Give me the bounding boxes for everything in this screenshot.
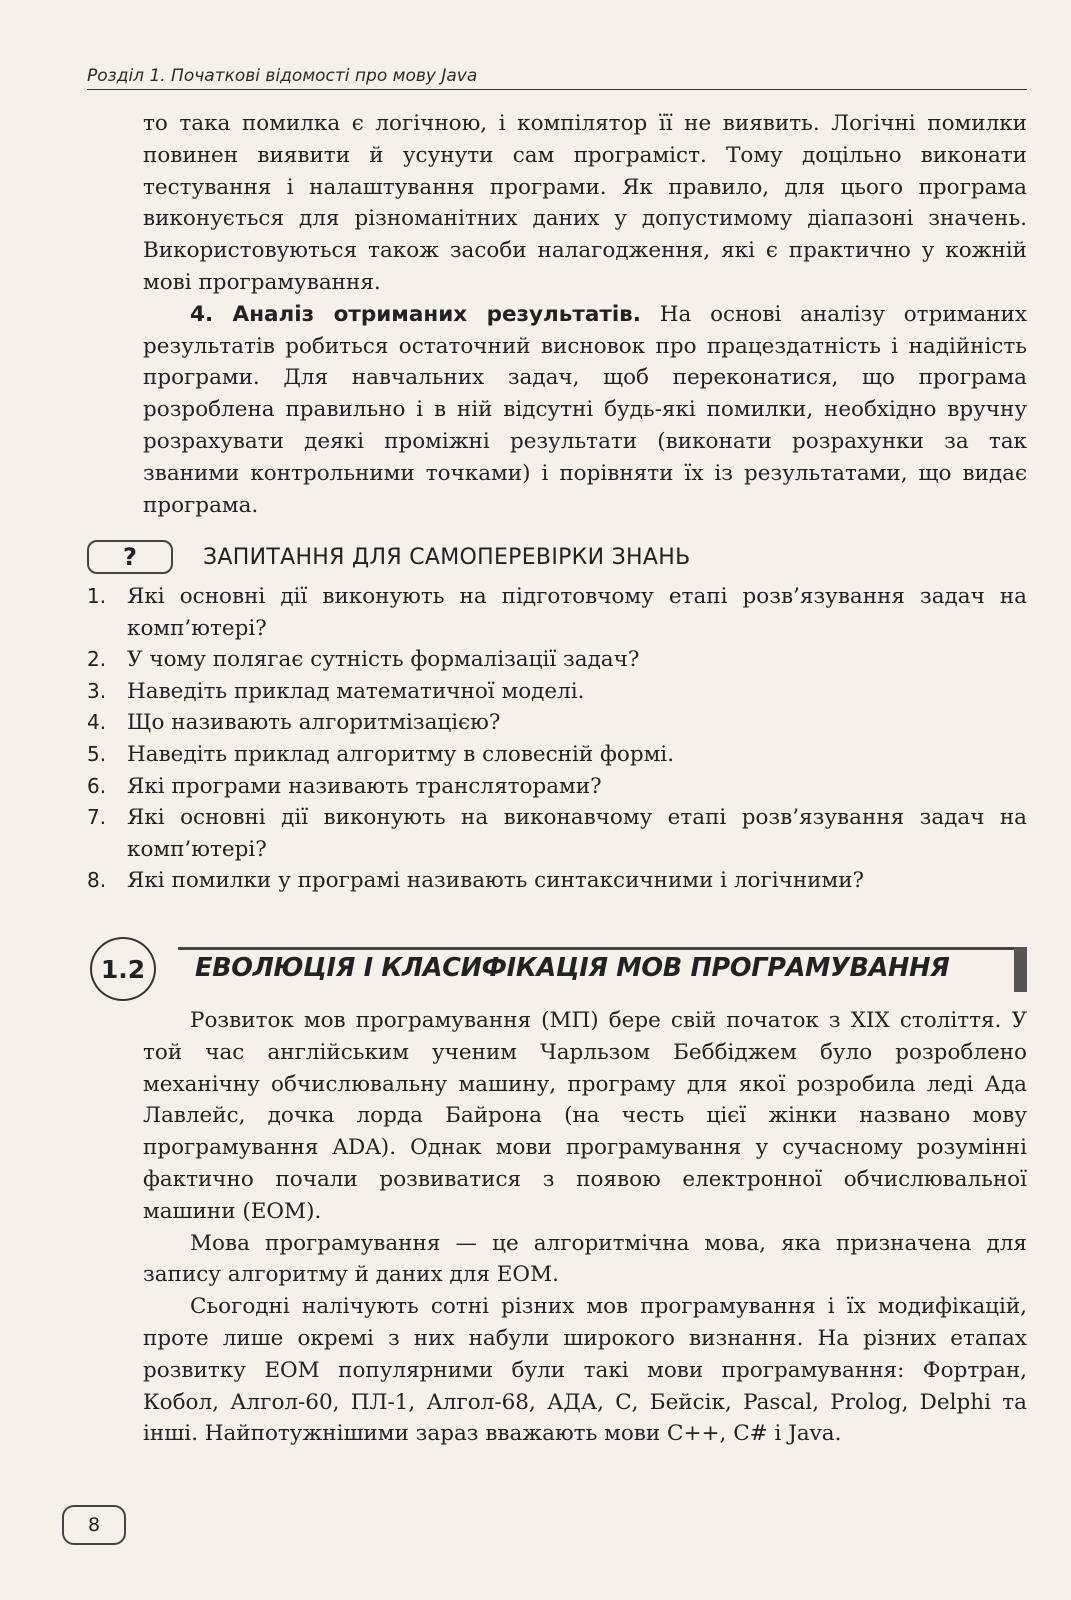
questions-list — [87, 581, 1027, 897]
list-item — [87, 581, 1027, 644]
section-rule — [178, 947, 1014, 950]
running-header: Розділ 1. Початкові відомості про мову Java — [87, 66, 1027, 90]
list-item — [87, 644, 1027, 676]
list-item — [87, 739, 1027, 771]
question-text: Які помилки у програмі називають синтаксичними і логічними? — [127, 868, 865, 894]
section-number: 1.2 — [90, 937, 156, 1001]
analysis-heading: 4. Аналіз отриманих результатів. — [190, 301, 641, 327]
list-item — [87, 771, 1027, 803]
question-text: Які програми називають трансляторами? — [127, 773, 602, 799]
question-number: 1. — [87, 584, 107, 608]
questions-title: ЗАПИТАННЯ ДЛЯ САМОПЕРЕВІРКИ ЗНАНЬ — [203, 544, 691, 570]
question-number: 2. — [87, 647, 107, 672]
list-item — [87, 707, 1027, 739]
question-number: 6. — [87, 773, 107, 798]
list-item — [87, 865, 1027, 897]
section-bar — [1014, 947, 1027, 992]
questions-header — [87, 535, 987, 579]
paragraph-analysis — [143, 299, 1027, 522]
paragraph-logic-errors: то така помилка є логічною, і компілятор її не виявить. Логічні помилки повинен виявити й усунути сам програміст. Тому доцільно виконати тестування і налаштування програми. Як правило, для цього програма виконується для різноманітних даних у допустимому діапазоні значень. Використовуються також засоби налагодження, які є практично у кожній мові програмування. — [143, 111, 1027, 295]
question-mark-icon: ? — [87, 540, 173, 574]
question-text: Наведіть приклад алгоритму в словесній формі. — [127, 741, 675, 767]
analysis-text: На основі аналізу отриманих результатів робиться остаточний висновок про працездатність і надійність програми. Для навчальних задач, щоб переконатися, що програма розроблена правильно і в ній відсутні будь-які помилки, необхідно вручну розрахувати деякі проміжні результати (виконати розрахунки за так званими контрольними точками) і порівняти їх із результатами, що видає програма. — [143, 301, 1027, 518]
question-number: 7. — [87, 805, 107, 830]
paragraph-languages: Сьогодні налічують сотні різних мов програмування і їх модифікацій, проте лише окремі з них набули широкого визнання. На різних етапах розвитку ЕОМ популярними були такі мови програмування: Фортран, Кобол, Алгол-60, ПЛ-1, Алгол-68, АДА, С, Бейсік, Pascal, Prolog, Delphi та інші. Найпотужнішими зараз вважають мови С++, С# і Java. — [143, 1294, 1027, 1447]
question-number: 4. — [87, 710, 107, 735]
list-item — [87, 676, 1027, 708]
question-text: У чому полягає сутність формалізації задач? — [127, 647, 640, 673]
question-number: 3. — [87, 678, 107, 703]
question-text: Які основні дії виконують на виконавчому етапі розв’язування задач на комп’ютері? — [127, 805, 1027, 862]
top-text-block — [143, 108, 1027, 521]
list-item — [87, 802, 1027, 865]
paragraph-definition: Мова програмування — це алгоритмічна мова, яка призначена для запису алгоритму й даних для ЕОМ. — [143, 1230, 1027, 1288]
question-number: 5. — [87, 741, 107, 766]
section-title: ЕВОЛЮЦІЯ І КЛАСИФІКАЦІЯ МОВ ПРОГРАМУВАННЯ — [195, 953, 950, 983]
question-text: Що називають алгоритмізацією? — [127, 710, 501, 736]
section-text-block — [143, 1005, 1027, 1450]
paragraph-history: Розвиток мов програмування (МП) бере свій початок з XIX століття. У той час англійським ученим Чарльзом Беббіджем було розроблено механічну обчислювальну машину, програму для якої розробила леді Ада Лавлейс, дочка лорда Байрона (на честь цієї жінки названо мову програмування ADA). Однак мови програмування у сучасному розумінні фактично почали розвиватися з появою електронної обчислювальної машини (ЕОМ). — [143, 1008, 1027, 1224]
section-header — [90, 935, 1028, 997]
question-number: 8. — [87, 868, 107, 893]
question-text: Наведіть приклад математичної моделі. — [127, 678, 585, 704]
page-number: 8 — [62, 1505, 126, 1545]
question-text: Які основні дії виконують на підготовчому етапі розв’язування задач на комп’ютері? — [127, 584, 1027, 641]
